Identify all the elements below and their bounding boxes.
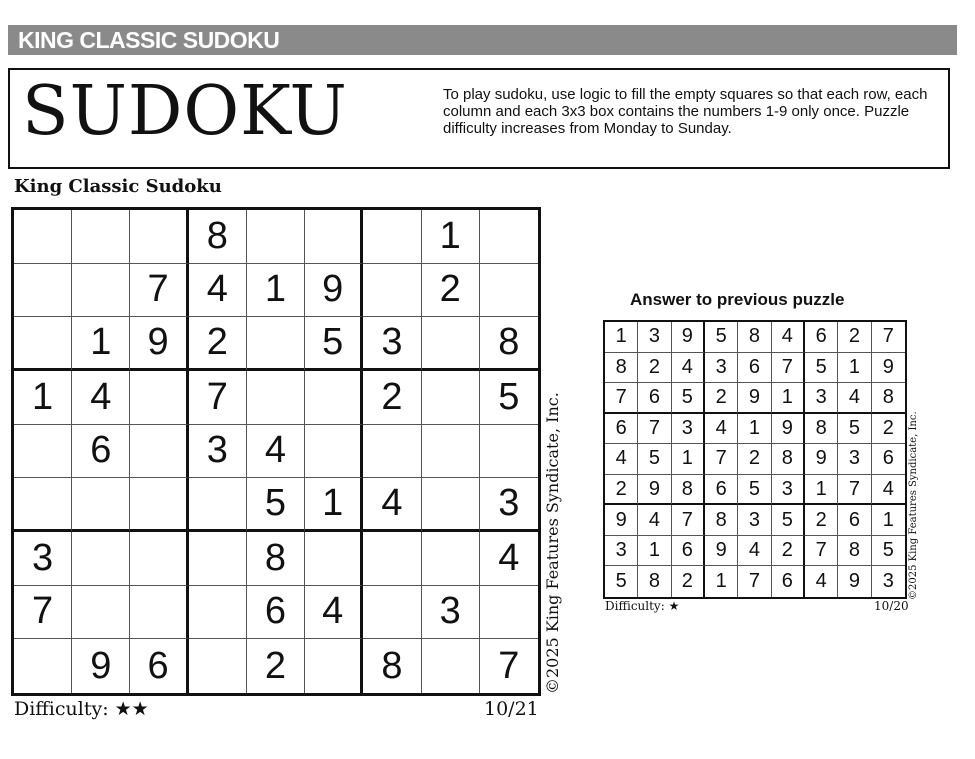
answer-cell: 3: [738, 505, 771, 536]
sudoku-cell[interactable]: [72, 532, 130, 586]
answer-cell: 2: [605, 475, 638, 506]
sudoku-puzzle-grid: [11, 207, 541, 696]
answer-cell: 6: [805, 322, 838, 353]
sudoku-cell[interactable]: 1: [422, 210, 480, 264]
answer-cell: 7: [772, 353, 805, 384]
sudoku-cell[interactable]: 1: [14, 371, 72, 425]
sudoku-cell[interactable]: [363, 586, 421, 640]
header-box: [8, 68, 950, 169]
sudoku-cell[interactable]: [247, 371, 305, 425]
answer-cell: 7: [805, 536, 838, 567]
sudoku-cell[interactable]: [363, 425, 421, 479]
sudoku-cell[interactable]: 9: [72, 639, 130, 693]
sudoku-cell[interactable]: [363, 532, 421, 586]
answer-cell: 5: [705, 322, 738, 353]
sudoku-cell[interactable]: 3: [480, 478, 538, 532]
answer-difficulty: Difficulty: ★: [605, 599, 680, 613]
answer-cell: 1: [738, 414, 771, 445]
answer-cell: 3: [672, 414, 705, 445]
sudoku-cell[interactable]: [72, 264, 130, 318]
sudoku-cell[interactable]: [480, 264, 538, 318]
answer-cell: 5: [672, 383, 705, 414]
answer-cell: 4: [605, 444, 638, 475]
answer-cell: 9: [805, 444, 838, 475]
answer-cell: 7: [705, 444, 738, 475]
answer-cell: 9: [872, 353, 905, 384]
sudoku-cell[interactable]: 4: [72, 371, 130, 425]
answer-cell: 9: [605, 505, 638, 536]
answer-cell: 3: [805, 383, 838, 414]
sudoku-cell[interactable]: [305, 210, 363, 264]
sudoku-cell[interactable]: 1: [247, 264, 305, 318]
answer-cell: 4: [772, 322, 805, 353]
answer-cell: 4: [638, 505, 671, 536]
puzzle-difficulty: Difficulty: ★★: [14, 698, 149, 720]
answer-cell: 2: [772, 536, 805, 567]
answer-cell: 7: [872, 322, 905, 353]
answer-grid: [603, 320, 907, 599]
sudoku-cell[interactable]: [14, 425, 72, 479]
sudoku-cell[interactable]: [422, 478, 480, 532]
sudoku-cell[interactable]: [305, 371, 363, 425]
banner-title: KING CLASSIC SUDOKU: [18, 27, 280, 53]
instructions-text: To play sudoku, use logic to fill the empty squares so that each row, each column and each 3x3 box contains the numbers 1-9 only once. Puzzle difficulty increases from Monday to Sunday.: [443, 86, 928, 137]
sudoku-cell[interactable]: 4: [305, 586, 363, 640]
sudoku-cell[interactable]: [130, 532, 188, 586]
answer-cell: 4: [705, 414, 738, 445]
sudoku-cell[interactable]: 9: [130, 317, 188, 371]
sudoku-cell[interactable]: 2: [247, 639, 305, 693]
sudoku-cell[interactable]: [480, 586, 538, 640]
sudoku-cell[interactable]: [72, 210, 130, 264]
answer-cell: 2: [838, 322, 871, 353]
puzzle-copyright: ©2025 King Features Syndicate, Inc.: [543, 392, 562, 694]
sudoku-cell[interactable]: 4: [247, 425, 305, 479]
answer-cell: 5: [638, 444, 671, 475]
sudoku-cell[interactable]: 4: [189, 264, 247, 318]
sudoku-cell[interactable]: 1: [305, 478, 363, 532]
answer-cell: 2: [638, 353, 671, 384]
sudoku-cell[interactable]: [480, 425, 538, 479]
sudoku-cell[interactable]: 5: [480, 371, 538, 425]
answer-cell: 1: [638, 536, 671, 567]
answer-cell: 3: [772, 475, 805, 506]
sudoku-cell[interactable]: 3: [14, 532, 72, 586]
answer-cell: 8: [805, 414, 838, 445]
sudoku-cell[interactable]: [130, 586, 188, 640]
sudoku-cell[interactable]: 3: [189, 425, 247, 479]
sudoku-cell[interactable]: [189, 478, 247, 532]
answer-cell: 9: [638, 475, 671, 506]
page-title: SUDOKU: [22, 72, 348, 151]
answer-cell: 1: [772, 383, 805, 414]
answer-cell: 6: [772, 566, 805, 597]
answer-cell: 2: [805, 505, 838, 536]
sudoku-cell[interactable]: 6: [72, 425, 130, 479]
sudoku-cell[interactable]: [363, 264, 421, 318]
answer-cell: 8: [605, 353, 638, 384]
answer-cell: 6: [605, 414, 638, 445]
sudoku-cell[interactable]: 1: [72, 317, 130, 371]
sudoku-cell[interactable]: [189, 532, 247, 586]
sudoku-cell[interactable]: 2: [189, 317, 247, 371]
answer-cell: 6: [672, 536, 705, 567]
sudoku-cell[interactable]: [14, 639, 72, 693]
answer-cell: 8: [738, 322, 771, 353]
answer-cell: 4: [872, 475, 905, 506]
answer-cell: 5: [872, 536, 905, 567]
answer-cell: 1: [605, 322, 638, 353]
sudoku-cell[interactable]: 6: [247, 586, 305, 640]
sudoku-cell[interactable]: 6: [130, 639, 188, 693]
answer-cell: 3: [605, 536, 638, 567]
sudoku-cell[interactable]: [422, 639, 480, 693]
sudoku-cell[interactable]: 2: [422, 264, 480, 318]
sudoku-cell[interactable]: [72, 478, 130, 532]
answer-cell: 1: [872, 505, 905, 536]
answer-cell: 7: [605, 383, 638, 414]
answer-cell: 5: [838, 414, 871, 445]
puzzle-title: King Classic Sudoku: [14, 176, 222, 197]
sudoku-cell[interactable]: [14, 210, 72, 264]
answer-cell: 3: [638, 322, 671, 353]
answer-cell: 4: [672, 353, 705, 384]
sudoku-cell[interactable]: [305, 639, 363, 693]
answer-cell: 9: [705, 536, 738, 567]
answer-cell: 4: [805, 566, 838, 597]
answer-cell: 8: [672, 475, 705, 506]
sudoku-cell[interactable]: [189, 586, 247, 640]
answer-cell: 3: [838, 444, 871, 475]
answer-cell: 6: [705, 475, 738, 506]
answer-cell: 1: [705, 566, 738, 597]
answer-cell: 6: [738, 353, 771, 384]
sudoku-cell[interactable]: 8: [363, 639, 421, 693]
sudoku-cell[interactable]: [72, 586, 130, 640]
sudoku-cell[interactable]: [247, 210, 305, 264]
answer-date: 10/20: [874, 599, 909, 613]
sudoku-cell[interactable]: [305, 425, 363, 479]
answer-cell: 9: [838, 566, 871, 597]
answer-cell: 5: [605, 566, 638, 597]
answer-cell: 2: [705, 383, 738, 414]
answer-cell: 2: [672, 566, 705, 597]
answer-cell: 5: [738, 475, 771, 506]
answer-cell: 9: [738, 383, 771, 414]
sudoku-cell[interactable]: 4: [363, 478, 421, 532]
answer-cell: 2: [872, 414, 905, 445]
answer-cell: 1: [838, 353, 871, 384]
sudoku-cell[interactable]: [14, 478, 72, 532]
answer-cell: 7: [838, 475, 871, 506]
answer-cell: 4: [838, 383, 871, 414]
sudoku-cell[interactable]: 4: [480, 532, 538, 586]
answer-cell: 7: [738, 566, 771, 597]
sudoku-cell[interactable]: [422, 317, 480, 371]
sudoku-cell[interactable]: [130, 210, 188, 264]
answer-cell: 1: [805, 475, 838, 506]
sudoku-cell[interactable]: [130, 478, 188, 532]
sudoku-cell[interactable]: [14, 264, 72, 318]
answer-cell: 9: [772, 414, 805, 445]
answer-cell: 8: [838, 536, 871, 567]
sudoku-cell[interactable]: 7: [498, 644, 520, 687]
answer-cell: 9: [672, 322, 705, 353]
sudoku-cell[interactable]: [305, 532, 363, 586]
sudoku-cell[interactable]: [363, 210, 421, 264]
sudoku-cell[interactable]: 7: [130, 264, 188, 318]
sudoku-cell[interactable]: 2: [363, 371, 421, 425]
answer-cell: 1: [672, 444, 705, 475]
answer-cell: 3: [882, 570, 894, 593]
answer-heading: Answer to previous puzzle: [630, 290, 845, 309]
sudoku-cell[interactable]: 7: [14, 586, 72, 640]
answer-cell: 8: [638, 566, 671, 597]
sudoku-cell[interactable]: [247, 317, 305, 371]
answer-cell: 7: [672, 505, 705, 536]
answer-cell: 6: [638, 383, 671, 414]
answer-cell: 7: [638, 414, 671, 445]
sudoku-cell[interactable]: 8: [480, 317, 538, 371]
puzzle-date: 10/21: [484, 698, 539, 720]
answer-cell: 5: [805, 353, 838, 384]
sudoku-cell[interactable]: [130, 371, 188, 425]
answer-cell: 6: [838, 505, 871, 536]
answer-cell: 5: [772, 505, 805, 536]
answer-cell: 8: [772, 444, 805, 475]
sudoku-cell[interactable]: [189, 639, 247, 693]
banner: [8, 25, 957, 55]
sudoku-cell[interactable]: 3: [363, 317, 421, 371]
answer-copyright: ©2025 King Features Syndicate, Inc.: [908, 411, 919, 600]
sudoku-cell[interactable]: 8: [189, 210, 247, 264]
sudoku-cell[interactable]: [422, 371, 480, 425]
answer-cell: 3: [705, 353, 738, 384]
answer-cell: 8: [705, 505, 738, 536]
sudoku-cell[interactable]: 9: [305, 264, 363, 318]
answer-cell: 8: [872, 383, 905, 414]
answer-cell: 4: [738, 536, 771, 567]
sudoku-cell[interactable]: 7: [189, 371, 247, 425]
sudoku-cell[interactable]: [130, 425, 188, 479]
sudoku-cell[interactable]: 5: [305, 317, 363, 371]
sudoku-cell[interactable]: 5: [247, 478, 305, 532]
answer-cell: 2: [738, 444, 771, 475]
answer-cell: 6: [872, 444, 905, 475]
sudoku-cell[interactable]: [422, 532, 480, 586]
sudoku-cell[interactable]: [14, 317, 72, 371]
sudoku-cell[interactable]: 3: [422, 586, 480, 640]
sudoku-cell[interactable]: [422, 425, 480, 479]
sudoku-cell[interactable]: [480, 210, 538, 264]
sudoku-cell[interactable]: 8: [247, 532, 305, 586]
